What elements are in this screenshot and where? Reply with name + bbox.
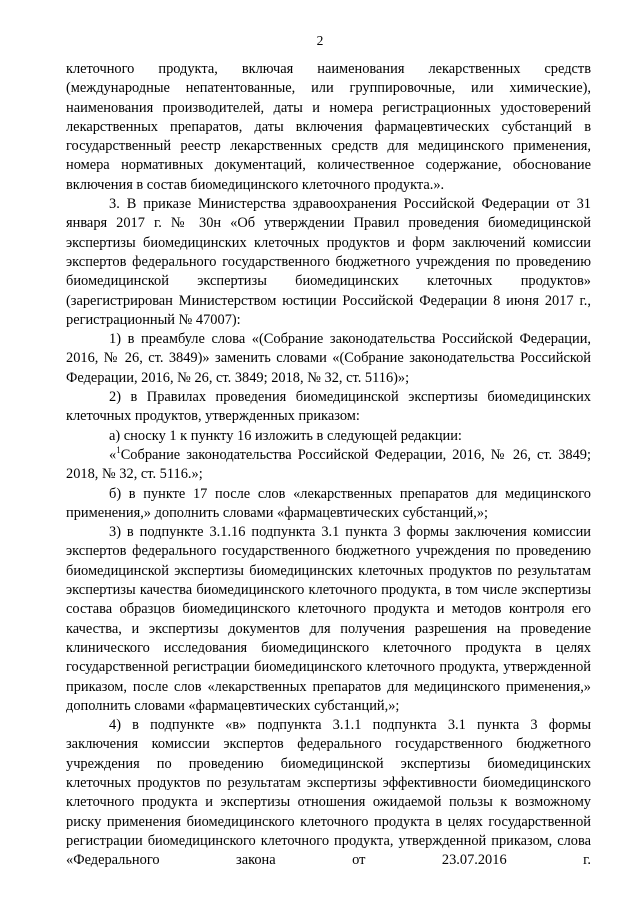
- paragraph-subitem-2a: а) сноску 1 к пункту 16 изложить в следующей редакции:: [109, 427, 462, 444]
- paragraph-subitem-2b: б) в пункте 17 после слов «лекарственных препаратов для медицинского применения,» дополнить словами «фармацевтических субстанций,»;: [66, 485, 591, 521]
- paragraph-subitem-2: 2) в Правилах проведения биомедицинской экспертизы биомедицинских клеточных продуктов, утвержденных приказом:: [66, 389, 591, 425]
- document-body: [66, 60, 591, 870]
- paragraph-item-3: 3. В приказе Министерства здравоохранения Российской Федерации от 31 января 2017 г. № 30н «Об утверждении Правил проведения биомедицинской экспертизы биомедицинских клеточных продуктов и форм заключений комиссии экспертов федерального государственного бюджетного учреждения по проведению биомедицинской экспертизы биомедицинских клеточных продуктов» (зарегистрирован Министерством юстиции Российской Федерации 8 июня 2017 г., регистрационный № 47007):: [66, 196, 591, 328]
- page-number: 2: [316, 33, 324, 48]
- paragraph-subitem-1: 1) в преамбуле слова «(Собрание законодательства Российской Федерации, 2016, № 26, ст. 3849)» заменить словами «(Собрание законодательства Российской Федерации, 2016, № 26, ст. 3849; 2018, № 32, ст. 5116)»;: [66, 331, 591, 386]
- footnote-open-quote: «: [109, 446, 117, 463]
- paragraph-continuation: клеточного продукта, включая наименования лекарственных средств (международные непатентованные, или группировочные, или химические), наименования производителей, даты и номера регистрационных удостоверений лекарственных препаратов, даты включения фармацевтических субстанций в государственный реестр лекарственных средств для медицинского применения, номера нормативных документаций, количественное содержание, обоснование включения в состав биомедицинского клеточного продукта.».: [66, 61, 591, 193]
- footnote-marker: 1: [116, 444, 121, 455]
- paragraph-subitem-3: 3) в подпункте 3.1.16 подпункта 3.1 пункта 3 формы заключения комиссии экспертов федерального государственного бюджетного учреждения по проведению биомедицинской экспертизы биомедицинских клеточных продуктов по результатам экспертизы качества биомедицинского клеточного продукта, в том числе экспертизы состава образцов биомедицинского клеточного продукта и методов контроля его качества, и экспертизы документов для получения разрешения на проведение клинического исследования биомедицинского клеточного продукта в целях государственной регистрации биомедицинского клеточного продукта, утвержденной приказом, после слов «лекарственных препаратов для медицинского применения,» дополнить словами «фармацевтических субстанций,»;: [66, 524, 591, 714]
- paragraph-subitem-4: 4) в подпункте «в» подпункта 3.1.1 подпункта 3.1 пункта 3 формы заключения комиссии экспертов федерального государственного бюджетного учреждения по проведению биомедицинской экспертизы биомедицинских клеточных продуктов по результатам экспертизы эффективности биомедицинского клеточного продукта и экспертизы отношения ожидаемой пользы к возможному риску применения биомедицинского клеточного продукта в целях государственной регистрации биомедицинского клеточного продукта, утвержденной приказом, слова «Федерального закона от 23.07.2016 г.: [66, 717, 591, 869]
- paragraph-footnote-text: [66, 446, 591, 485]
- footnote-body: Собрание законодательства Российской Федерации, 2016, № 26, ст. 3849; 2018, № 32, ст. 5116.»;: [66, 446, 591, 483]
